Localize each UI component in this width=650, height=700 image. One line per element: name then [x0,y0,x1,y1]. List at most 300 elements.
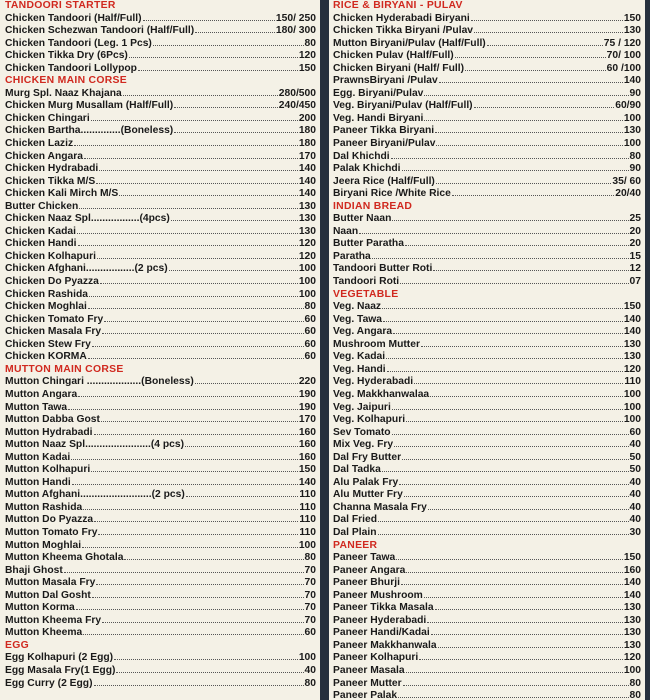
menu-item-price: 30 [629,526,641,538]
menu-item-price: 220 [298,376,316,388]
menu-item [5,439,316,452]
dotted-leader [138,69,298,71]
dotted-leader [83,508,298,510]
menu-item [5,289,316,302]
menu-item [5,477,316,490]
menu-item-name: Paneer Palak [333,690,398,700]
dotted-leader [77,232,298,234]
menu-item-price: 60 [304,326,316,338]
dotted-leader [97,257,298,259]
menu-item-price: 160 [298,451,316,463]
menu-item-name: Paratha [333,250,371,262]
menu-item-name: PrawnsBiryani /Pulav [333,75,438,87]
menu-item-name: Mutton Dal Gosht [5,589,91,601]
dotted-leader [424,119,622,121]
menu-item [333,452,641,465]
menu-item [5,602,316,615]
dotted-leader [83,633,303,635]
menu-item [333,514,641,527]
menu-item-name: Palak Khichdi [333,163,401,175]
dotted-leader [91,119,298,121]
dotted-leader [84,157,298,159]
menu-item [5,590,316,603]
menu-item-name: Dal Tadka [333,464,381,476]
menu-item-name: Veg. Kolhapuri [333,414,406,426]
menu-item [5,38,316,51]
menu-item-name: Butter Paratha [333,238,404,250]
menu-item-price: 100 [623,112,641,124]
dotted-leader [143,19,275,21]
menu-item-price: 130 [623,627,641,639]
dotted-leader [405,244,629,246]
menu-item-name: Chicken Naaz Spl.................(4pcs) [5,213,170,225]
dotted-leader [387,370,623,372]
menu-item-price: 150 [623,552,641,564]
menu-item-name: Veg. Hyderabadi [333,376,414,388]
menu-item-name: Chicken Stew Fry [5,338,91,350]
dotted-leader [455,56,606,58]
menu-item-price: 120 [298,238,316,250]
menu-item-price: 100 [298,539,316,551]
menu-item-price: 100 [298,276,316,288]
menu-item-name: Chicken Tandoori (Leg. 1 Pcs) [5,37,152,49]
menu-left-column [0,0,320,700]
menu-item-name: Veg. Kadai [333,351,386,363]
menu-item [5,151,316,164]
menu-item-name: Chicken Pulav (Half/Full) [333,50,454,62]
menu-item-name: Paneer Angara [333,564,406,576]
dotted-leader [436,144,622,146]
menu-item-name: Veg. Handi [333,363,386,375]
dotted-leader [76,608,304,610]
menu-item-name: Paneer Kolhapuri [333,652,419,664]
dotted-leader [419,658,623,660]
menu-item-price: 100 [623,664,641,676]
dotted-leader [421,345,623,347]
dotted-leader [88,307,304,309]
menu-item-name: Egg Kolhapuri (2 Egg) [5,652,114,664]
menu-section-indian-bread [333,201,641,289]
menu-item-name: Chicken Murg Musallam (Half/Full) [5,100,174,112]
menu-item [5,540,316,553]
dotted-leader [487,44,603,46]
menu-item-price: 60 [304,313,316,325]
dotted-leader [124,558,303,560]
menu-item-price: 130 [298,213,316,225]
menu-item-name: Mushroom Mutter [333,338,420,350]
section-title: INDIAN BREAD [333,200,413,212]
menu-item-price: 100 [623,388,641,400]
menu-item [5,326,316,339]
menu-item [333,402,641,415]
menu-item-name: Alu Palak Fry [333,476,399,488]
menu-item-name: Chicken Kali Mirch M/S [5,188,119,200]
menu-item-price: 80 [629,690,641,700]
menu-item [333,590,641,603]
menu-item-price: 60 [629,426,641,438]
dotted-leader [399,483,628,485]
menu-item-price: 130 [623,602,641,614]
dotted-leader [433,269,628,271]
menu-item-name: Sev Tomato [333,426,391,438]
menu-item-price: 15 [629,250,641,262]
dotted-leader [404,495,629,497]
menu-item-name: Mutton Kadai [5,451,71,463]
menu-item-name: Chicken Rashida [5,288,88,300]
menu-item-name: Chicken Angara [5,150,84,162]
dotted-leader [92,596,304,598]
menu-item [333,25,641,38]
menu-item-price: 110 [299,501,316,513]
dotted-leader [474,106,615,108]
menu-item-price: 150 [623,12,641,24]
menu-section-mutton-main-corse [5,364,316,640]
menu-item-name: Mutton Chingari ...................(Boneless) [5,376,194,388]
menu-item [5,627,316,640]
dotted-leader [403,684,629,686]
dotted-leader [406,671,623,673]
section-title: EGG [5,639,29,651]
dotted-leader [378,533,629,535]
menu-item-name: Paneer Tawa [333,552,396,564]
menu-item-name: Jeera Rice (Half/Full) [333,175,435,187]
dotted-leader [359,232,628,234]
dotted-leader [406,420,623,422]
menu-section-vegetable [333,289,641,540]
menu-item-price: 40 [304,664,316,676]
section-title: MUTTON MAIN CORSE [5,363,124,375]
menu-item [5,452,316,465]
dotted-leader [430,395,623,397]
menu-item [5,427,316,440]
menu-item [5,389,316,402]
menu-item-name: Mutton Naaz Spl.......................(4 pcs) [5,439,185,451]
menu-item-name: Naan [333,225,359,237]
menu-item-name: Mix Veg. Fry [333,439,394,451]
menu-item-price: 40 [629,476,641,488]
dotted-leader [104,320,303,322]
menu-item [333,63,641,76]
menu-item [333,238,641,251]
menu-item [5,402,316,415]
menu-item-price: 150 [298,62,316,74]
menu-item-price: 140 [298,175,316,187]
menu-item-price: 130 [623,614,641,626]
dotted-leader [68,408,298,410]
menu-item [333,163,641,176]
menu-item-price: 70/ 100 [606,50,641,62]
menu-item-price: 120 [298,50,316,62]
dotted-leader [372,257,629,259]
menu-item-name: Mutton Rashida [5,501,83,513]
dotted-leader [102,621,303,623]
menu-item [333,38,641,51]
menu-item-name: Paneer Hyderabadi [333,614,427,626]
dotted-leader [174,131,298,133]
dotted-leader [428,508,629,510]
dotted-leader [88,357,304,359]
menu-item [5,514,316,527]
menu-item-price: 140 [298,476,316,488]
menu-item [333,552,641,565]
menu-item-price: 70 [304,614,316,626]
menu-item-name: Paneer Makkhanwala [333,639,437,651]
menu-item [333,50,641,63]
section-title: RICE & BIRYANI - PULAV [333,0,463,11]
menu-item-name: Channa Masala Fry [333,501,427,513]
menu-item [5,652,316,665]
menu-item-price: 190 [298,388,316,400]
dotted-leader [195,31,275,33]
menu-item [5,464,316,477]
menu-item-price: 130 [623,125,641,137]
menu-item [333,414,641,427]
dotted-leader [438,646,623,648]
dotted-leader [435,131,623,133]
menu-item-price: 40 [629,489,641,501]
menu-item [5,163,316,176]
dotted-leader [471,19,623,21]
dotted-leader [382,470,629,472]
dotted-leader [435,608,623,610]
dotted-leader [96,182,298,184]
menu-item [333,251,641,264]
menu-item-price: 180 [298,125,316,137]
menu-item-price: 60/90 [615,100,641,112]
menu-item-name: Veg. Jaipuri [333,401,391,413]
menu-item [5,50,316,63]
menu-item [5,188,316,201]
menu-item-name: Chicken Hyderabadi Biryani [333,12,470,24]
menu-item [333,527,641,540]
dotted-leader [119,194,298,196]
menu-item [333,652,641,665]
menu-item-price: 120 [623,363,641,375]
menu-item-price: 100 [623,401,641,413]
menu-item-name: Tandoori Roti [333,276,400,288]
menu-item-price: 170 [298,150,316,162]
menu-item-price: 170 [298,414,316,426]
dotted-leader [402,169,629,171]
menu-item [333,602,641,615]
menu-item-price: 80 [629,150,641,162]
menu-item [333,489,641,502]
menu-item [5,201,316,214]
menu-item-price: 80 [304,37,316,49]
menu-item-price: 100 [298,263,316,275]
menu-item-name: Veg. Angara [333,326,393,338]
menu-item [333,690,641,700]
menu-item-price: 160 [623,564,641,576]
section-title: CHICKEN MAIN CORSE [5,75,128,87]
dotted-leader [414,382,623,384]
menu-item-name: Tandoori Butter Roti [333,263,433,275]
dotted-leader [64,571,304,573]
menu-item [333,640,641,653]
dotted-leader [186,495,299,497]
menu-item [333,301,641,314]
menu-item-name: Mutton Kheema Ghotala [5,552,124,564]
dotted-leader [94,433,298,435]
menu-item [5,552,316,565]
menu-item-name: Butter Naan [333,213,392,225]
dotted-leader [424,94,628,96]
menu-item-name: Paneer Mutter [333,677,402,689]
dotted-leader [386,357,623,359]
menu-item-name: Chicken Schezwan Tandoori (Half/Full) [5,25,195,37]
menu-item [5,314,316,327]
menu-item-price: 70 [304,589,316,601]
menu-item-name: Mutton Masala Fry [5,577,96,589]
menu-item-name: Mutton Angara [5,388,78,400]
menu-item-name: Paneer Handi/Kadai [333,627,430,639]
menu-item-price: 100 [623,138,641,150]
menu-item [333,314,641,327]
menu-item-price: 150 [623,301,641,313]
dotted-leader [174,106,278,108]
menu-item [5,339,316,352]
menu-item-name: Chicken Moghlai [5,301,87,313]
menu-item [5,665,316,678]
menu-item [5,263,316,276]
menu-item [333,678,641,691]
dotted-leader [392,408,623,410]
menu-item-name: Mutton Handi [5,476,71,488]
dotted-leader [98,533,298,535]
menu-item-name: Chicken KORMA [5,351,87,363]
menu-section-chicken-main-corse [5,75,316,364]
dotted-leader [72,483,298,485]
menu-item-price: 50 [629,464,641,476]
menu-item-price: 150 [298,464,316,476]
menu-item [5,100,316,113]
menu-item [333,213,641,226]
menu-item-name: Biryani Rice /White Rice [333,188,451,200]
menu-item-name: Chicken Tikka Dry (6Pcs) [5,50,128,62]
menu-item-price: 240/450 [278,100,316,112]
menu-item-price: 160 [298,439,316,451]
menu-item-price: 20/40 [615,188,641,200]
menu-item-price: 80 [304,677,316,689]
menu-item-name: Mutton Dabba Gost [5,414,100,426]
menu-item [5,565,316,578]
menu-item [333,627,641,640]
menu-item-name: Bhaji Ghost [5,564,63,576]
menu-item [333,389,641,402]
menu-item-name: Chicken Masala Fry [5,326,102,338]
menu-item [5,301,316,314]
menu-item-price: 20 [629,238,641,250]
dotted-leader [71,458,298,460]
menu-item-price: 110 [624,376,641,388]
menu-item-name: Mutton Kolhapuri [5,464,91,476]
dotted-leader [383,320,623,322]
menu-item-name: Paneer Tikka Masala [333,602,434,614]
dotted-leader [78,395,298,397]
menu-item-name: Chicken Laziz [5,138,74,150]
menu-item-name: Veg. Makkhanwalaa [333,388,430,400]
menu-item-name: Murg Spl. Naaz Khajana [5,87,122,99]
dotted-leader [400,282,628,284]
menu-item-price: 20 [629,225,641,237]
menu-item-price: 130 [298,200,316,212]
menu-item-name: Chicken Chingari [5,112,90,124]
section-title: VEGETABLE [333,288,399,300]
menu-item-price: 130 [298,225,316,237]
menu-item [333,339,641,352]
menu-item-name: Chicken Tikka Biryani /Pulav [333,25,474,37]
menu-item [333,427,641,440]
dotted-leader [101,420,298,422]
dotted-leader [452,194,614,196]
menu-item-name: Mutton Tawa [5,401,68,413]
menu-item-name: Chicken Tomato Fry [5,313,104,325]
menu-item-name: Mutton Hydrabadi [5,426,93,438]
menu-item [333,100,641,113]
menu-item [333,226,641,239]
menu-item [333,326,641,339]
menu-item-price: 140 [298,163,316,175]
menu-item-price: 25 [629,213,641,225]
menu-item-price: 12 [629,263,641,275]
menu-item [5,276,316,289]
menu-item-name: Paneer Mushroom [333,589,423,601]
menu-item-name: Chicken Handi [5,238,77,250]
dotted-leader [102,332,303,334]
menu-item-price: 150/ 250 [275,12,316,24]
dotted-leader [427,621,623,623]
menu-item [5,251,316,264]
menu-item [5,226,316,239]
menu-item-price: 80 [304,552,316,564]
menu-item-price: 200 [298,112,316,124]
dotted-leader [74,144,298,146]
dotted-leader [392,219,628,221]
dotted-leader [169,269,298,271]
menu-item [5,213,316,226]
menu-item-price: 40 [629,439,641,451]
menu-item-price: 130 [623,338,641,350]
dotted-leader [393,332,623,334]
menu-item-name: Mutton Kheema Fry [5,614,102,626]
menu-item-name: Mutton Biryani/Pulav (Half/Full) [333,37,486,49]
menu-item [333,464,641,477]
menu-item-price: 100 [298,652,316,664]
menu-item [5,176,316,189]
menu-item-name: Chicken Hydrabadi [5,163,99,175]
menu-item-name: Chicken Kolhapuri [5,250,96,262]
dotted-leader [402,458,628,460]
dotted-leader [382,307,623,309]
menu-item [333,138,641,151]
dotted-leader [153,44,304,46]
dotted-leader [195,382,298,384]
dotted-leader [79,207,298,209]
dotted-leader [171,219,298,221]
dotted-leader [185,445,298,447]
menu-item-price: 90 [629,163,641,175]
menu-item-price: 130 [623,25,641,37]
menu-item [5,88,316,101]
menu-item-price: 140 [298,188,316,200]
dotted-leader [99,169,298,171]
dotted-leader [96,583,303,585]
dotted-leader [378,520,628,522]
menu-item-name: Paneer Bhurji [333,577,400,589]
dotted-leader [391,157,629,159]
dotted-leader [439,81,623,83]
menu-item-name: Butter Chicken [5,200,79,212]
